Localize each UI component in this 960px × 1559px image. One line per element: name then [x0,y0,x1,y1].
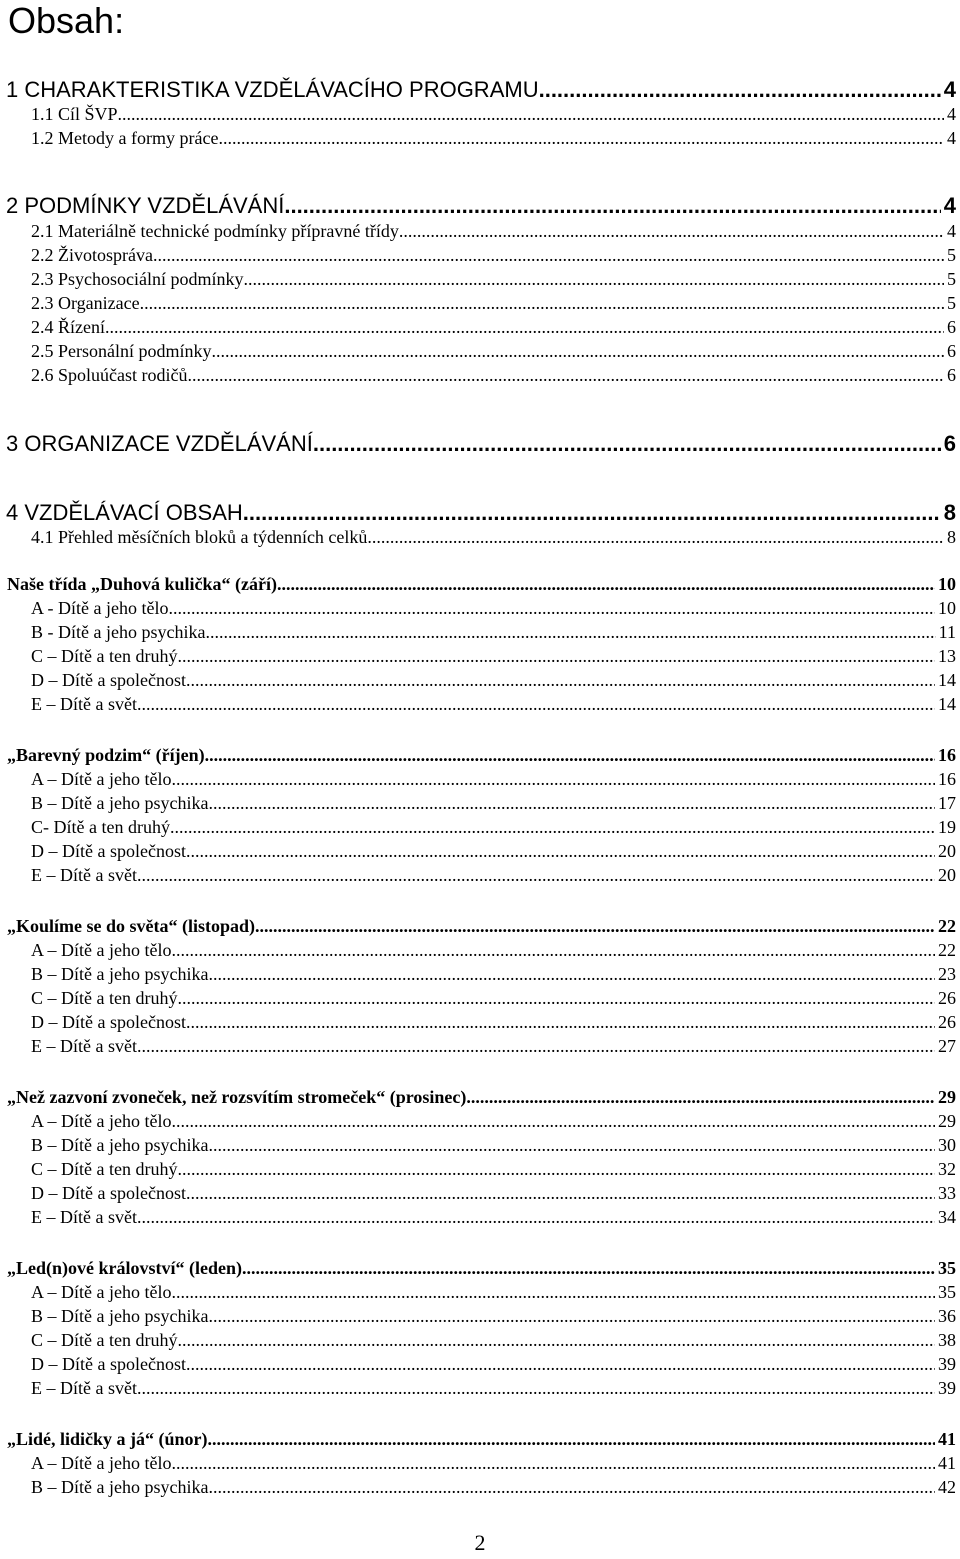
toc-entry-page: 16 [938,745,956,765]
toc-dot-leader [177,644,935,668]
toc-entry-label: A – Dítě a jeho tělo [31,769,172,789]
toc-entry[interactable] [6,499,956,527]
toc-entry-page: 30 [938,1135,956,1155]
toc-dot-leader [171,1280,935,1304]
toc-entry[interactable] [31,620,956,644]
toc-dot-leader [137,1376,935,1400]
toc-entry-label: A – Dítě a jeho tělo [31,1282,172,1302]
toc-entry-label: C- Dítě a ten druhý [31,817,170,837]
toc-entry[interactable] [31,863,956,887]
toc-entry-page: 6 [947,365,956,385]
toc-entry-page: 32 [938,1159,956,1179]
toc-entry-page: 27 [938,1036,956,1056]
toc-entry-page: 22 [938,916,956,936]
toc-entry-label: 2.5 Personální podmínky [31,341,212,361]
toc-entry[interactable] [31,1451,956,1475]
toc-entry[interactable] [31,126,956,150]
toc-entry-label: B – Dítě a jeho psychika [31,1135,209,1155]
toc-dot-leader [137,692,935,716]
toc-entry[interactable] [31,596,956,620]
toc-entry-label: 2.3 Organizace [31,293,140,313]
toc-entry-label: 2.4 Řízení [31,317,105,337]
toc-entry-label: 2 PODMÍNKY VZDĚLÁVÁNÍ [6,193,285,218]
toc-entry[interactable] [31,525,956,549]
toc-entry-page: 4 [947,104,956,124]
toc-entry[interactable] [7,1085,956,1109]
toc-entry[interactable] [7,743,956,767]
toc-dot-leader [186,1181,935,1205]
toc-entry[interactable] [31,243,956,267]
toc-entry-page: 6 [947,341,956,361]
toc-entry-page: 26 [938,988,956,1008]
toc-entry-page: 41 [938,1453,956,1473]
toc-entry-label: Naše třída „Duhová kulička“ (září) [7,574,277,594]
toc-dot-leader [170,815,935,839]
toc-entry-page: 29 [938,1111,956,1131]
toc-entry[interactable] [31,791,956,815]
toc-dot-leader [137,863,935,887]
toc-entry-label: 2.3 Psychosociální podmínky [31,269,244,289]
toc-dot-leader [208,1304,935,1328]
toc-entry-page: 35 [938,1282,956,1302]
toc-entry[interactable] [31,1010,956,1034]
toc-dot-leader [212,339,945,363]
toc-entry-page: 20 [938,841,956,861]
toc-entry-label: „Koulíme se do světa“ (listopad) [7,916,256,936]
toc-dot-leader [242,1256,935,1280]
toc-entry-label: C – Dítě a ten druhý [31,1159,178,1179]
toc-dot-leader [171,938,935,962]
toc-entry-label: E – Dítě a svět [31,1207,137,1227]
toc-dot-leader [218,126,944,150]
toc-entry[interactable] [31,1304,956,1328]
toc-dot-leader [208,791,935,815]
toc-dot-leader [255,914,935,938]
toc-entry-page: 10 [938,574,956,594]
toc-entry-label: C – Dítě a ten druhý [31,646,178,666]
toc-entry-page: 36 [938,1306,956,1326]
toc-entry-page: 41 [938,1429,956,1449]
toc-entry[interactable] [31,291,956,315]
toc-dot-leader [205,743,935,767]
toc-entry[interactable] [6,430,956,458]
toc-entry[interactable] [31,1109,956,1133]
toc-entry-page: 6 [943,431,956,456]
toc-entry[interactable] [31,363,956,387]
toc-entry-label: A – Dítě a jeho tělo [31,1453,172,1473]
toc-dot-leader [208,1475,935,1499]
toc-entry-label: „Než zazvoní zvoneček, než rozsvítím stromeček“ (prosinec) [7,1087,467,1107]
toc-entry-page: 5 [947,269,956,289]
toc-dot-leader [367,525,944,549]
toc-entry-label: D – Dítě a společnost [31,670,186,690]
toc-dot-leader [284,192,940,220]
toc-dot-leader [186,1352,935,1376]
toc-entry[interactable] [31,1352,956,1376]
page-number: 2 [474,1530,486,1555]
toc-entry-label: 3 ORGANIZACE VZDĚLÁVÁNÍ [6,431,313,456]
toc-entry-label: A - Dítě a jeho tělo [31,598,169,618]
toc-entry-page: 16 [938,769,956,789]
toc-entry-label: D – Dítě a společnost [31,841,186,861]
toc-entry[interactable] [31,102,956,126]
toc-entry-label: D – Dítě a společnost [31,1354,186,1374]
toc-entry-label: 2.2 Životospráva [31,245,153,265]
toc-dot-leader [137,1034,935,1058]
toc-entry-page: 10 [938,598,956,618]
toc-dot-leader [118,102,944,126]
toc-dot-leader [244,267,945,291]
toc-entry-page: 14 [938,670,956,690]
toc-entry-page: 22 [938,940,956,960]
toc-entry[interactable] [7,572,956,596]
toc-entry[interactable] [7,1256,956,1280]
toc-entry-label: B – Dítě a jeho psychika [31,1306,209,1326]
toc-entry-page: 4 [943,77,956,102]
toc-entry[interactable] [31,1181,956,1205]
toc-dot-leader [171,1451,935,1475]
toc-entry[interactable] [31,1475,956,1499]
toc-entry-label: 4.1 Přehled měsíčních bloků a týdenních celků [31,527,368,547]
toc-dot-leader [177,986,935,1010]
toc-entry-page: 29 [938,1087,956,1107]
toc-entry[interactable] [6,192,956,220]
toc-entry[interactable] [31,668,956,692]
toc-entry[interactable] [31,839,956,863]
toc-entry-page: 23 [938,964,956,984]
toc-entry-page: 33 [938,1183,956,1203]
toc-entry-page: 13 [938,646,956,666]
toc-entry[interactable] [31,962,956,986]
toc-entry-page: 42 [938,1477,956,1497]
toc-entry-label: A – Dítě a jeho tělo [31,1111,172,1131]
toc-entry-label: E – Dítě a svět [31,1036,137,1056]
toc-dot-leader [186,668,935,692]
toc-entry-page: 39 [938,1354,956,1374]
toc-entry[interactable] [31,1376,956,1400]
toc-entry-label: C – Dítě a ten druhý [31,1330,178,1350]
toc-dot-leader [186,839,935,863]
toc-dot-leader [177,1328,935,1352]
toc-entry-label: B – Dítě a jeho psychika [31,793,209,813]
toc-entry[interactable] [31,692,956,716]
toc-entry[interactable] [31,938,956,962]
toc-dot-leader [243,499,941,527]
toc-entry-label: „Lidé, lidičky a já“ (únor) [7,1429,208,1449]
toc-entry-label: 1.1 Cíl ŠVP [31,104,118,124]
toc-entry-label: B - Dítě a jeho psychika [31,622,206,642]
toc-entry[interactable] [31,219,956,243]
toc-entry[interactable] [31,767,956,791]
toc-dot-leader [313,430,941,458]
toc-entry[interactable] [31,1205,956,1229]
toc-entry-label: „Barevný podzim“ (říjen) [7,745,205,765]
toc-entry-label: D – Dítě a společnost [31,1012,186,1032]
toc-entry[interactable] [31,1133,956,1157]
toc-dot-leader [186,1010,935,1034]
toc-dot-leader [205,620,935,644]
toc-entry-label: 2.1 Materiálně technické podmínky přípravné třídy [31,221,399,241]
toc-entry-page: 34 [938,1207,956,1227]
toc-entry-label: 1 CHARAKTERISTIKA VZDĚLÁVACÍHO PROGRAMU [6,77,539,102]
toc-dot-leader [171,1109,935,1133]
toc-entry[interactable] [31,1157,956,1181]
toc-entry-page: 17 [938,793,956,813]
toc-entry-page: 19 [938,817,956,837]
toc-entry-label: B – Dítě a jeho psychika [31,1477,209,1497]
toc-entry-label: D – Dítě a společnost [31,1183,186,1203]
toc-entry[interactable] [7,1427,956,1451]
toc-dot-leader [171,767,935,791]
toc-entry-page: 5 [947,293,956,313]
toc-entry[interactable] [7,914,956,938]
toc-entry-page: 4 [947,128,956,148]
toc-dot-leader [539,76,941,104]
toc-dot-leader [277,572,935,596]
toc-entry[interactable] [31,815,956,839]
toc-entry-label: 4 VZDĚLÁVACÍ OBSAH [6,500,243,525]
toc-entry[interactable] [31,339,956,363]
toc-entry[interactable] [31,315,956,339]
toc-entry-label: B – Dítě a jeho psychika [31,964,209,984]
toc-entry-page: 5 [947,245,956,265]
toc-dot-leader [140,291,944,315]
toc-dot-leader [466,1085,935,1109]
toc-entry-page: 20 [938,865,956,885]
toc-entry-label: E – Dítě a svět [31,694,137,714]
toc-dot-leader [168,596,935,620]
toc-entry-label: 1.2 Metody a formy práce [31,128,219,148]
toc-dot-leader [153,243,944,267]
toc-dot-leader [399,219,944,243]
toc-entry-page: 26 [938,1012,956,1032]
toc-title: Obsah: [8,0,125,41]
toc-entry-page: 38 [938,1330,956,1350]
toc-entry-page: 11 [938,622,956,642]
toc-entry[interactable] [31,1034,956,1058]
toc-entry-label: „Led(n)ové království“ (leden) [7,1258,242,1278]
toc-dot-leader [105,315,944,339]
toc-entry-label: C – Dítě a ten druhý [31,988,178,1008]
toc-entry-page: 14 [938,694,956,714]
toc-dot-leader [187,363,944,387]
toc-entry-label: 2.6 Spoluúčast rodičů [31,365,188,385]
toc-entry-page: 4 [943,193,956,218]
toc-entry[interactable] [31,986,956,1010]
toc-entry[interactable] [31,1280,956,1304]
toc-entry-label: E – Dítě a svět [31,1378,137,1398]
toc-entry-label: A – Dítě a jeho tělo [31,940,172,960]
toc-entry[interactable] [6,76,956,104]
toc-dot-leader [208,1133,935,1157]
toc-entry-page: 4 [947,221,956,241]
toc-entry-page: 39 [938,1378,956,1398]
toc-entry-label: E – Dítě a svět [31,865,137,885]
toc-entry-page: 8 [943,500,956,525]
toc-dot-leader [137,1205,935,1229]
toc-entry[interactable] [31,644,956,668]
toc-dot-leader [177,1157,935,1181]
toc-dot-leader [208,962,935,986]
toc-dot-leader [208,1427,935,1451]
toc-entry-page: 8 [947,527,956,547]
toc-entry[interactable] [31,267,956,291]
toc-entry[interactable] [31,1328,956,1352]
toc-entry-page: 35 [938,1258,956,1278]
toc-entry-page: 6 [947,317,956,337]
